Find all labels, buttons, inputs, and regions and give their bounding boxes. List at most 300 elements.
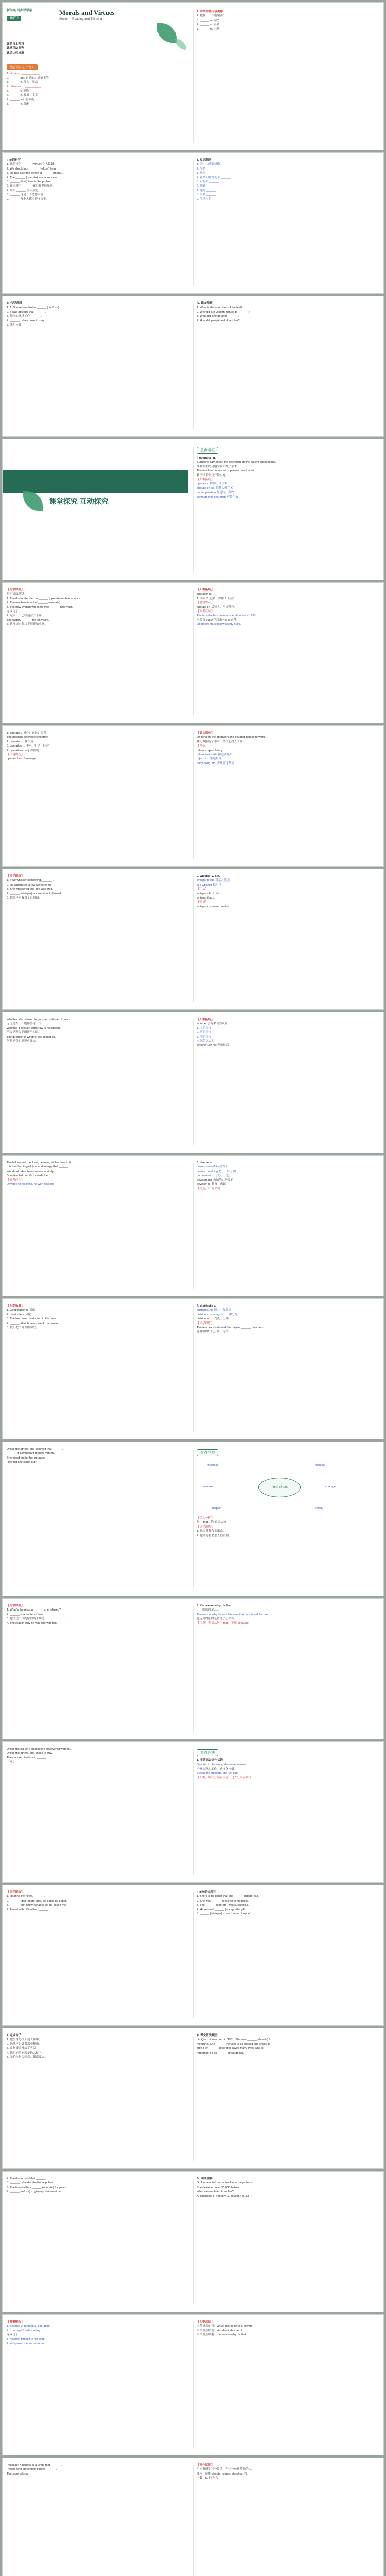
preview-banner: 课前预习 自主预习	[7, 64, 38, 70]
s14-right-1: 2. She was ______ (devote) to medicine.	[197, 1899, 249, 1903]
s10-left	[7, 1304, 189, 1434]
s6-left-0: 1. operate v. 操作；运转；经营	[7, 732, 46, 735]
s2-left-4: 5. ______ (limit) time is the problem.	[7, 180, 54, 184]
s9-left-5: Devoted to teaching, he won respect.	[7, 1183, 55, 1187]
slide-practice-operation	[2, 582, 384, 723]
s5-right-6: 医院自 1950 年以来一直在运营。	[197, 618, 239, 622]
s10-right-title: 4. distribute v.	[197, 1304, 216, 1308]
slide-divider	[193, 1892, 194, 2018]
vocab-left-4: 5. ______ v. 拒绝	[7, 89, 29, 93]
section-banner-title: 课堂探究 互动探究	[49, 497, 109, 505]
s9-left-0: The hill soaked the flood, devoting all her time to it.	[7, 1161, 72, 1164]
s11-right-3: 1. 她因其勇气而出众。	[197, 1530, 226, 1533]
s9-left-4: 【高考佳句】	[7, 1178, 24, 1182]
s3-left	[7, 301, 189, 431]
s13-right-1: 全身心投入工作，她终身未婚。	[197, 1767, 237, 1771]
slide-divider	[193, 10, 194, 143]
vocab-right-0: 1. 中华美德传承美德	[197, 10, 223, 13]
s2-left-5: 6. 在困境中 ______ 我们要坚持原则。	[7, 184, 56, 188]
s14-right-0: 1. There is no doubt that she ______ (stand) out.	[197, 1895, 259, 1899]
s15-left-2: 3. 食物被分发给了灾民。	[7, 2047, 39, 2050]
s12-right	[197, 1604, 379, 1734]
s5-right-3: operate on 后接人，不接部位。	[197, 605, 237, 609]
s6-right-4: refuse to do sth. 拒绝做某事	[197, 753, 233, 757]
s12-left	[7, 1604, 189, 1734]
s2-left-3: 4. The ______ (operate) was a success.	[7, 176, 58, 179]
s5-left-title: 【即学即练】	[7, 588, 24, 591]
diagram-node-1: honesty	[315, 1464, 325, 1467]
s4-right-2: The new law comes into operation next month.	[197, 469, 256, 473]
s7-right-4: whisper that...	[197, 896, 215, 900]
s15-left-4: 5. 无论你是否同意，我都要去。	[7, 2056, 47, 2059]
s8-right-2: 2. 宾语从句	[197, 1031, 212, 1035]
s6-right-title: 【课文原句】	[197, 732, 214, 735]
s8-right-3: 3. 表语从句	[197, 1035, 212, 1039]
s17-right-title: 【归纳总结】	[197, 2320, 214, 2324]
key-sentences-pill: 重点句型	[197, 1449, 218, 1456]
s3-right-0: 1. What is the main idea of the text?	[197, 306, 243, 310]
s6-right-6: deny doing sth. 否认做过某事	[197, 761, 235, 765]
s5-right-2: 【易错警示】	[197, 601, 214, 605]
s5-right	[197, 588, 379, 718]
slide-key-sentences	[2, 1442, 384, 1596]
s18-left-1: People who are kind to others ______ .	[7, 2468, 57, 2471]
slide-reading	[2, 2171, 384, 2312]
vocab-right-4: 5. ______ n. 主题	[197, 27, 219, 31]
s6-right-5: reject sth. 拒绝接受	[197, 757, 222, 761]
s4-right-6: operate on sb. 给某人做手术	[197, 486, 233, 490]
s3-right-1: 2. Why did Lin Qiaozhi refuse to ______?	[197, 310, 250, 314]
s11-left-3: How did she stand out?	[7, 1461, 37, 1464]
s14-left-1: 2. ______ (give) more time, we could do better.	[7, 1899, 67, 1903]
s12-right-2: 他迟到的原因是错过了公交车。	[197, 1617, 237, 1621]
s3-left-title: Ⅲ. 句型背诵	[7, 302, 22, 305]
s15-right-1: medicine. She ______ (refuse) to go abroad and chose to	[197, 2042, 271, 2046]
s6-right	[197, 731, 379, 861]
s3-left-0: 1. 1. She refused to be ______ (confuse).	[7, 306, 60, 310]
s10-right-1: distribute...among 在……中分配	[197, 1313, 238, 1316]
s10-right-5: 这种植物广泛分布于南方。	[197, 1330, 232, 1334]
slide-writing	[2, 2458, 384, 2576]
s17-left-title: 【答案解析】	[7, 2320, 24, 2324]
s13-left-0: Unlike the Ba Jin's Harbin she discovered women...	[7, 1748, 73, 1751]
s16-left-2: 6. The hospital has ______ (operate) for years.	[7, 2185, 67, 2189]
s5-right-5: The hospital has been in operation since 1950.	[197, 614, 256, 618]
s10-right-4: The teacher distributed the papers ______ the class.	[197, 1326, 264, 1330]
diagram-node-2: devotion	[202, 1485, 213, 1488]
slide-divider	[193, 1020, 194, 1145]
s11-left-2: She stood out for her courage.	[7, 1456, 46, 1460]
s3-right-2: 3. What did she do after ______?	[197, 315, 239, 318]
s14-left-2: 3. ______ (not know) what to do, he asked me.	[7, 1904, 67, 1907]
s9-left	[7, 1161, 189, 1291]
s10-left-0: 1. Contribution n. 贡献	[7, 1309, 36, 1312]
s5-right-7: Operators must follow safety rules.	[197, 623, 241, 626]
s13-left-1: Unlike the others, she chose to stay.	[7, 1752, 53, 1755]
slide-divider	[193, 2322, 194, 2448]
s5-left-6: The factory ______ for ten years.	[7, 618, 49, 622]
s5-left-1: 1. The doctor decided to ______ (operate) on him at once.	[7, 597, 81, 600]
s12-left-title: 【即学即练】	[7, 1604, 24, 1607]
s2-left	[7, 158, 189, 288]
slide-divider	[193, 733, 194, 859]
s7-left-title: 【即学即练】	[7, 875, 24, 878]
leaf-decoration	[23, 491, 43, 511]
s10-left-1: 2. distribute v. 分配	[7, 1313, 31, 1316]
s4-right-7: be in operation 在运转；有效	[197, 491, 234, 495]
slide-word-forms	[2, 725, 384, 867]
s16-right-0: Dr. Lin devoted her whole life to the patients.	[197, 2181, 254, 2185]
s8-left-3: 明天是否会下雨还不知道。	[7, 1031, 42, 1035]
s15-right-3: remembered as ______ great doctor.	[197, 2051, 244, 2055]
s4-right-5: operate v. 操作；动手术	[197, 482, 227, 486]
slide-translation	[2, 2028, 384, 2169]
vocab-left-2: 3. ______ n. 行为；举动	[7, 81, 38, 84]
s8-right-1: 1. 主语从句	[197, 1026, 212, 1030]
s2-left-6: 7. 结果 ______ 令人欣慰。	[7, 189, 42, 192]
s15-left-title: Ⅱ. 完成句子	[7, 2034, 22, 2037]
s9-right-4: devotion n. 献身；忠诚	[197, 1183, 226, 1187]
s5-left-4: 完成句子	[7, 610, 19, 614]
slide-devote	[2, 1155, 384, 1296]
s12-right-1: The reason why he was late was that he missed the bus.	[197, 1613, 269, 1616]
brand-label: 新学案 同步导学案	[7, 9, 32, 12]
s7-right	[197, 874, 379, 1004]
s5-left-5: 4. 这家工厂已经运营了十年。	[7, 614, 45, 618]
slide-divider	[193, 876, 194, 1002]
slide-grammar-practice	[2, 1885, 384, 2026]
slide-divider	[193, 1606, 194, 1732]
s2-right-5: 6. 照顾 ______	[197, 184, 216, 188]
diagram-center: moral virtues	[258, 1478, 301, 1497]
s18-right-title: 【写作运用】	[197, 2464, 214, 2467]
s13-right-title: 1. 非谓语动词作状语	[197, 1759, 223, 1762]
s9-right-2: be devoted to 专心于；忠于	[197, 1174, 233, 1178]
s11-left	[7, 1447, 189, 1590]
s5-right-0: operation n.	[197, 592, 212, 596]
slide-answers	[2, 2314, 384, 2455]
key-grammar-pill: 重点语法	[197, 1749, 218, 1756]
s5-right-title: 【归纳拓展】	[197, 588, 214, 591]
s6-right-3: refuse / reject / deny	[197, 749, 223, 752]
slide-vocab-exercise	[2, 152, 384, 294]
s2-right-6: 7. 通过 ______	[197, 189, 216, 192]
s4-right-8: come/go into operation 开始生效	[197, 495, 238, 499]
s7-left-0: 1. If we whisper something, ______ .	[7, 879, 54, 883]
s8-right-5: whether...or not 无论是否	[197, 1044, 229, 1047]
virtue-diagram	[197, 1460, 379, 1516]
s16-left	[7, 2177, 189, 2307]
s15-left	[7, 2033, 189, 2163]
s7-right-1: in a whisper 低声地	[197, 883, 222, 887]
s17-left-1: 4. to accept 5. Whispering	[7, 2329, 40, 2332]
s8-right-0: whether 引导名词性从句	[197, 1022, 228, 1026]
s11-left-1: ______ it is important to have virtues.	[7, 1452, 55, 1455]
s2-left-title: Ⅰ. 单词拼写	[7, 159, 21, 162]
s6-left-3: 3. operation n. 手术；行动；经营	[7, 744, 49, 748]
s2-right-7: 8. 有效 ______	[197, 193, 216, 197]
slide-divider	[193, 160, 194, 286]
s7-left-3: 4. ______ (whisper) in class is not allowed.	[7, 892, 62, 895]
s2-left-1: 2. We should not ______ (refuse) help.	[7, 167, 57, 171]
s2-right-4: 5. 看起来 ______	[197, 180, 219, 184]
s13-left-2: They worked tirelessly, ______ .	[7, 1756, 48, 1759]
s12-left-1: 2. ______ is a matter of time.	[7, 1613, 44, 1616]
s9-right-3: devoted adj. 忠诚的；挚爱的	[197, 1178, 234, 1182]
s5-right-1: 1. 手术 2. 运转；操作 3. 经营	[197, 597, 234, 600]
s10-right	[197, 1304, 379, 1434]
s18-right-0: 用本节所学写一段话，介绍一位你敬佩的人。	[197, 2468, 254, 2471]
s2-left-7: 8. ______ 这是一个道德困境。	[7, 193, 46, 197]
s16-left-1: 5. ______ , she decided to help them.	[7, 2181, 55, 2185]
s10-left-title: 【归纳拓展】	[7, 1304, 24, 1308]
s14-left-title: 【即学即练】	[7, 1891, 24, 1894]
s14-right-3: 4. He refused ______ (accept) the gift.	[197, 1908, 246, 1911]
s5-left-3: 3. The new system will come into ______ next year.	[7, 605, 73, 609]
slide-section-banner	[2, 439, 384, 580]
cover-menu-item-0[interactable]: 课前自主预习	[7, 43, 24, 46]
s7-right-0: whisper to sb. 对某人低语	[197, 879, 230, 883]
s5-left-2: 2. The machine is out of ______ (operate).	[7, 601, 61, 605]
s8-left-1: 无论是否……她都坚持工作。	[7, 1022, 44, 1026]
s8-left-4: The question is whether we should go.	[7, 1035, 56, 1039]
slide-divider	[193, 1306, 194, 1432]
s16-right	[197, 2177, 379, 2307]
unit-badge: UNIT 2	[7, 16, 21, 21]
s9-right-title: 3. devote v.	[197, 1161, 213, 1164]
s14-right-4: 5. ______ (whisper) to each other, they left.	[197, 1912, 252, 1916]
s3-left-2: 3. 她决心继续工作 ______ .	[7, 315, 42, 318]
s2-right-8: 9. 生活水平 ______	[197, 197, 222, 201]
s13-right-0: Devoted to the work, she never married.	[197, 1763, 248, 1767]
s3-right	[197, 301, 379, 431]
s13-right-3: 【归纳】现在分词表主动；过去分词表被动	[197, 1776, 252, 1780]
slide-grammar	[2, 1741, 384, 1883]
document-sheet	[0, 2, 386, 2576]
s12-left-2: 3. 他决定出国的原因尚未知道。	[7, 1617, 47, 1621]
s3-left-3: 4. ______ , she chose to stay.	[7, 319, 45, 323]
s11-right-2: 【即学即练】	[197, 1525, 214, 1529]
slide-divider	[193, 2179, 194, 2304]
s7-left	[7, 874, 189, 1004]
s5-right-4: 【高考佳句】	[197, 610, 214, 614]
s15-right	[197, 2033, 379, 2163]
s17-right-1: 本节重点短语：stand out, devote...to	[197, 2329, 244, 2332]
s9-right-5: 【注意】to 为介词	[197, 1187, 220, 1191]
s7-right-3: whisper sth. to sb.	[197, 892, 220, 895]
s18-right-2: 字数：80 词左右。	[197, 2477, 221, 2480]
s6-right-1: 林巧稚拒绝了手术，全身心投入工作。	[197, 740, 246, 743]
s9-right-1: devote...to doing 把……用于做	[197, 1170, 236, 1173]
cover-menu-item-1[interactable]: 课堂互动探究	[7, 47, 24, 50]
s4-right-0: Surgeons carried out the operation on the patient successfully.	[197, 461, 276, 464]
s7-left-2: 3. She whispered that she was tired.	[7, 888, 54, 891]
vocab-right-3: 4. ______ n. 后果	[197, 23, 219, 27]
slide-cover	[2, 2, 384, 150]
vocab-left-0: 1. virtue n. ____________	[7, 72, 41, 76]
vocab-left-1: 2. ______ adj. 道德的；道德上的	[7, 76, 49, 80]
s9-left-3: She devoted her life to medicine.	[7, 1174, 49, 1178]
s13-left-3: 不同于……	[7, 1760, 21, 1764]
s7-right-5: 【辨析】	[197, 901, 208, 904]
vocab-left-6: 7. ______ adj. 有限的	[7, 98, 34, 101]
s6-left-5: 【语境辨析】	[7, 753, 24, 757]
s14-left-0: 1. Hearing the news, ______ .	[7, 1895, 45, 1899]
s18-left-2: The story tells us ______ .	[7, 2472, 41, 2476]
s11-left-0: Unlike the others, she believed that ______.	[7, 1448, 63, 1451]
cover-menu	[7, 42, 189, 55]
s5-left-7: 5. 这项规定将从下周开始实施。	[7, 623, 47, 626]
slide-divider	[193, 2465, 194, 2576]
s12-left-0: 1. What's the reason ______ she refused?	[7, 1608, 61, 1612]
s17-left-3: 1. devoted himself to his work	[7, 2337, 45, 2341]
s11-right-0: 【结构分析】	[197, 1517, 214, 1520]
s18-left-0: Passage: Kindness is a virtue that ______ .	[7, 2464, 62, 2467]
s2-right-title: Ⅱ. 短语翻译	[197, 159, 212, 162]
s9-left-1: It is the devoting of time and energy that ______.	[7, 1165, 69, 1169]
slide-distribute	[2, 1298, 384, 1439]
s13-right	[197, 1747, 379, 1877]
slide-sentence-practice	[2, 296, 384, 437]
s14-right	[197, 1890, 379, 2020]
s8-left-2: Whether it will rain tomorrow is not known.	[7, 1026, 61, 1030]
s8-left	[7, 1018, 189, 1147]
s17-right-2: 本节重点句型：the reason why...is that	[197, 2333, 247, 2337]
s16-right-3: A. kindness B. honesty C. devotion D. all	[197, 2194, 249, 2198]
s9-right-0: devote oneself to 致力于	[197, 1165, 228, 1169]
s15-left-1: 2. 她低声告诉我那个秘密。	[7, 2042, 42, 2046]
s9-left-2: We should devote ourselves to study.	[7, 1170, 55, 1173]
s10-right-3: 【即学即练】	[197, 1321, 214, 1325]
s11-right	[197, 1447, 379, 1590]
s17-left-0: 1. devoted 2. refused 3. operation	[7, 2325, 50, 2328]
vocab-right-2: 3. ______ v. 有效	[197, 19, 219, 22]
s11-right-1: 句中 that 引导宾语从句	[197, 1521, 226, 1524]
cover-menu-item-2[interactable]: 课后达标检测	[7, 51, 24, 55]
s16-right-1: She delivered over 50,000 babies.	[197, 2185, 240, 2189]
diagram-node-3: courage	[325, 1485, 336, 1488]
s15-left-0: 1. 他全身心投入到工作中。	[7, 2038, 42, 2042]
s10-left-3: 4. ______ (distribute) of wealth is uneven.	[7, 1321, 60, 1325]
s17-left-4: 2. whispered the secret to me	[7, 2342, 45, 2346]
s15-right-0: Lin Qiaozhi was born in 1901. She was ______ (devote) to	[197, 2038, 272, 2042]
s12-left-3: 4. The reason why he was late was that ______.	[7, 1621, 68, 1625]
s2-right-3: 4. 在某人的帮助下 ______	[197, 176, 231, 179]
s3-left-1: 2. It was obvious that ______ .	[7, 310, 46, 314]
cover-subtitle: Section Ⅰ Reading and Thinking	[59, 18, 102, 21]
s8-left-0: Whether she refused to go, she continued to work.	[7, 1018, 71, 1021]
s16-left-0: 4. The doctor said that ______ .	[7, 2177, 47, 2180]
s18-right-1: 要求：使用 devote, refuse, stand out 等。	[197, 2472, 250, 2476]
s2-right-2: 3. 从事 ______	[197, 172, 216, 175]
s7-left-4: 5. 他低声对我说了几句话。	[7, 896, 42, 900]
s6-right-2: 【辨析】	[197, 744, 208, 748]
s17-right-0: 本节重点单词：virtue, moral, refuse, devote	[197, 2325, 253, 2328]
s14-right-title: Ⅰ. 单句语法填空	[197, 1891, 217, 1894]
slide-divider	[193, 2036, 194, 2161]
slide-reason-why	[2, 1598, 384, 1739]
s4-right-title: Ⅰ. operation n.	[197, 456, 216, 460]
s7-right-6: whisper / murmur / mutter	[197, 905, 230, 908]
vocab-left-7: 8. ______ n. 分配	[7, 103, 29, 106]
s14-left-3: 4. Faced with difficulties, ______ .	[7, 1908, 50, 1911]
s6-right-0: Lin refused the operation and devoted herself to work.	[197, 736, 266, 739]
key-words-pill: 重点词汇	[197, 447, 218, 454]
s5-left-0: 单句语法填空	[7, 592, 24, 596]
s6-left-1: The machine operates smoothly.	[7, 736, 48, 739]
s16-left-3: 7. ______ (refuse) to give up, she went on.	[7, 2190, 62, 2194]
s18-right	[197, 2463, 379, 2576]
s4-right	[197, 445, 379, 574]
section-band	[3, 470, 188, 493]
s6-left	[7, 731, 189, 861]
diagram-node-5: loyalty	[315, 1507, 323, 1510]
s6-left-6: operate / run / manage	[7, 757, 36, 761]
s4-right-1: 外科医生成功地为病人做了手术。	[197, 465, 240, 468]
s2-left-0: 1. 她的行为 ______ (virtue) 令人钦佩。	[7, 163, 57, 166]
s13-right-2: Seeing the patients, she felt sad.	[197, 1772, 239, 1775]
cover-title: Morals and Virtues	[59, 9, 115, 16]
s2-right	[197, 158, 379, 288]
s8-right-4: 4. 同位语从句	[197, 1040, 215, 1043]
s10-left-4: 5. 我们把书分发给学生。	[7, 1326, 39, 1330]
s7-left-1: 2. He whispered a few words to me.	[7, 883, 52, 887]
s8-right-title: 【归纳拓展】	[197, 1018, 214, 1021]
s18-left	[7, 2463, 189, 2576]
slide-divider	[193, 1749, 194, 1875]
s17-right	[197, 2320, 379, 2450]
vocab-right-1: 2. 她在……中脱颖而出	[197, 14, 226, 18]
s8-left-5: 问题是我们是否应该去。	[7, 1040, 39, 1043]
s17-left	[7, 2320, 189, 2450]
s9-right	[197, 1161, 379, 1291]
s15-left-3: 4. 他拒绝的原因是他太忙了。	[7, 2051, 45, 2055]
s16-right-title: Ⅳ. 阅读理解	[197, 2177, 213, 2180]
s11-right-4: 2. 他认为帮助别人很重要。	[197, 1534, 232, 1537]
s3-right-3: 4. How did people feel about her?	[197, 319, 240, 323]
slide-whisper	[2, 869, 384, 1010]
s10-right-0: distribute...to 把……分发给	[197, 1309, 232, 1312]
diagram-node-0: kindness	[207, 1464, 219, 1467]
s10-right-2: distribution n. 分配；分布	[197, 1317, 229, 1321]
s15-right-2: stay. Her ______ (operate) saved many lives. She is	[197, 2047, 264, 2050]
s2-right-0: 1. 为……感到骄傲 ______	[197, 163, 231, 166]
slide-divider	[193, 447, 194, 572]
slide-divider	[193, 303, 194, 429]
cover-title-block	[59, 9, 115, 21]
s16-right-2: What can we learn from her?	[197, 2190, 234, 2194]
s6-left-2: 2. operator n. 操作员	[7, 740, 33, 743]
s13-left	[7, 1747, 189, 1877]
s12-right-title: 5. the reason why...is that...	[197, 1604, 234, 1607]
vocab-left-5: 6. ______ n. 政府；主宰	[7, 94, 38, 97]
s6-left-4: 4. operational adj. 操作的	[7, 749, 39, 752]
s7-right-title: 2. whisper v. & n.	[197, 875, 220, 878]
slide-divider	[193, 1449, 194, 1588]
slide-divider	[193, 1163, 194, 1289]
s8-right	[197, 1018, 379, 1147]
s15-right-title: Ⅲ. 课文语法填空	[197, 2034, 218, 2037]
s12-right-3: 【注意】表语从句用 that，不用 because	[197, 1621, 249, 1625]
slide-whether	[2, 1012, 384, 1153]
s14-left	[7, 1890, 189, 2020]
s17-left-2: 完成句子：	[7, 2333, 21, 2337]
diagram-node-4: respect	[212, 1507, 222, 1510]
s7-right-2: 【用法】	[197, 888, 208, 891]
slide-divider	[193, 590, 194, 716]
s3-right-title: Ⅳ. 课文理解	[197, 302, 213, 305]
s3-left-4: 5. 我们应该 ______ .	[7, 324, 33, 327]
